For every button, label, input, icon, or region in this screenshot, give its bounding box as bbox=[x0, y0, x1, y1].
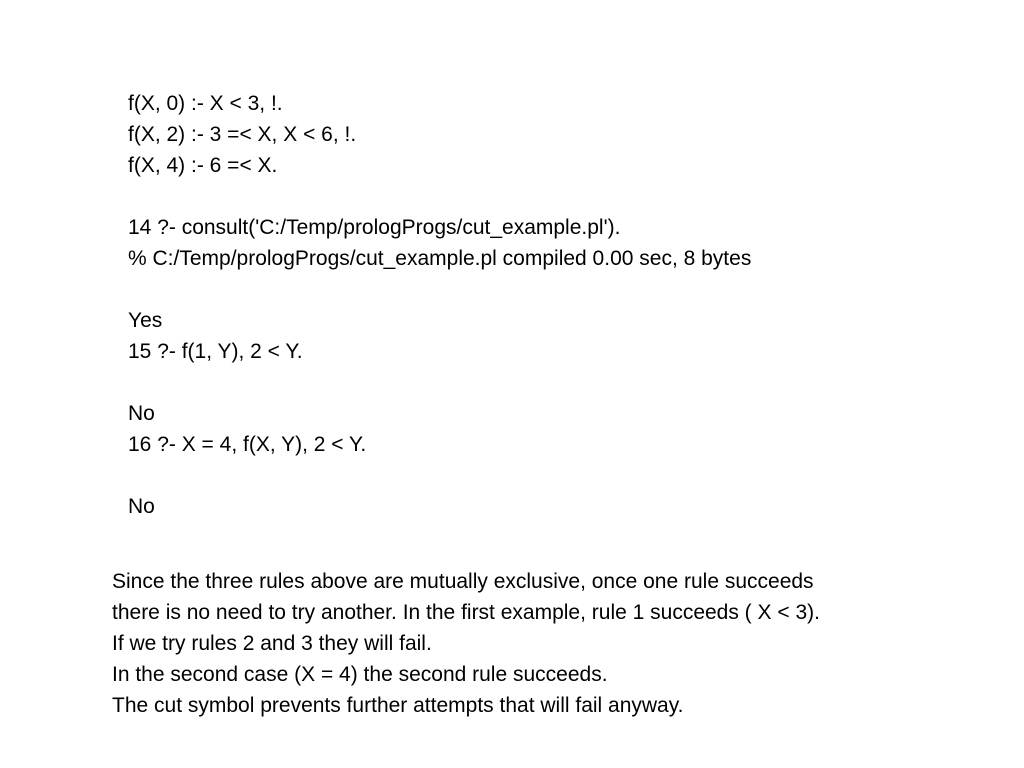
code-line-blank bbox=[128, 367, 751, 398]
explanation-line: there is no need to try another. In the first example, rule 1 succeeds ( X < 3). bbox=[112, 601, 820, 624]
code-line-rule-3: f(X, 4) :- 6 =< X. bbox=[128, 154, 278, 177]
code-line-rule-2: f(X, 2) :- 3 =< X, X < 6, !. bbox=[128, 123, 357, 146]
code-line-query-14: 14 ?- consult('C:/Temp/prologProgs/cut_example.pl'). bbox=[128, 216, 621, 239]
code-line-blank bbox=[128, 460, 751, 491]
code-line-answer-yes: Yes bbox=[128, 309, 163, 332]
explanation-line: The cut symbol prevents further attempts that will fail anyway. bbox=[112, 694, 684, 717]
explanation-paragraph bbox=[112, 566, 820, 721]
explanation-line: Since the three rules above are mutually exclusive, once one rule succeeds bbox=[112, 570, 814, 593]
explanation-line: In the second case (X = 4) the second rule succeeds. bbox=[112, 663, 608, 686]
code-line-blank bbox=[128, 274, 751, 305]
code-line-compile-output: % C:/Temp/prologProgs/cut_example.pl compiled 0.00 sec, 8 bytes bbox=[128, 247, 752, 270]
prolog-session bbox=[128, 88, 751, 522]
code-line-rule-1: f(X, 0) :- X < 3, !. bbox=[128, 92, 283, 115]
code-line-blank bbox=[128, 181, 751, 212]
explanation-line: If we try rules 2 and 3 they will fail. bbox=[112, 632, 432, 655]
code-line-answer-no: No bbox=[128, 495, 155, 518]
code-line-answer-no: No bbox=[128, 402, 155, 425]
code-line-query-16: 16 ?- X = 4, f(X, Y), 2 < Y. bbox=[128, 433, 367, 456]
code-line-query-15: 15 ?- f(1, Y), 2 < Y. bbox=[128, 340, 303, 363]
